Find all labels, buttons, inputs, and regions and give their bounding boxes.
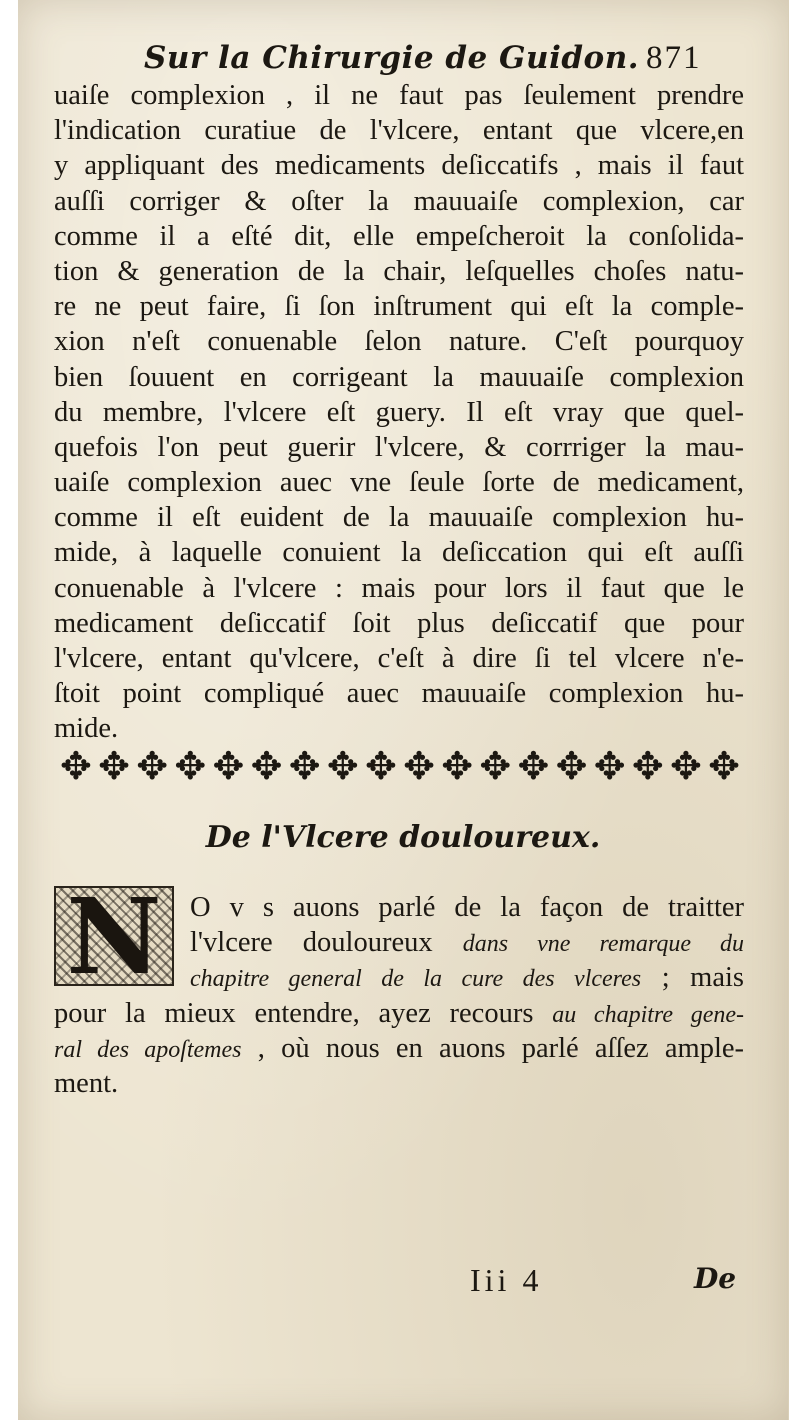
- text-line: uaiſe complexion auec vne ſeule ſorte de medicament,: [54, 467, 744, 499]
- fleuron-icon: ✥: [517, 744, 550, 788]
- fleuron-icon: ✥: [250, 744, 283, 788]
- text-run: O v s auons parlé de la façon de traitter: [190, 892, 744, 923]
- text-line: mide.: [54, 713, 119, 745]
- paragraph-ulcere-douloureux: [54, 890, 744, 1101]
- text-line: comme il a eſté dit, elle empeſcheroit la conſolida-: [54, 220, 744, 252]
- fleuron-icon: ✥: [288, 744, 321, 788]
- text-run: ; mais: [661, 962, 744, 994]
- italic-reference: dans vne remarque du: [462, 931, 744, 958]
- fleuron-band-icon: [60, 740, 740, 792]
- text-line: l'indication curatiue de l'vlcere, entant que vlcere,en: [54, 115, 744, 147]
- text-line: y appliquant des medicaments deſiccatifs , mais il faut: [54, 150, 744, 182]
- text-line: bien ſouuent en corrigeant la mauuaiſe complexion: [54, 361, 744, 393]
- fleuron-icon: ✥: [365, 744, 397, 788]
- fleuron-icon: ✥: [136, 744, 169, 788]
- text-run: ment.: [54, 1067, 119, 1099]
- fleuron-icon: ✥: [212, 744, 245, 788]
- text-line: auſſi corriger & oſter la mauuaiſe complexion, car: [54, 185, 744, 217]
- fleuron-icon: ✥: [670, 744, 702, 788]
- text-line: conuenable à l'vlcere : mais pour lors il faut que le: [54, 572, 744, 604]
- fleuron-icon: ✥: [60, 744, 92, 788]
- text-line: uaiſe complexion , il ne faut pas ſeulement prendre: [54, 80, 744, 111]
- page-number: 871: [646, 40, 702, 76]
- text-line: [54, 996, 744, 1031]
- running-title: Sur la Chirurgie de Guidon.: [144, 40, 640, 76]
- text-line: comme il eſt euident de la mauuaiſe complexion hu-: [54, 502, 744, 534]
- text-line: ſtoit point compliqué auec mauuaiſe complexion hu-: [54, 678, 744, 710]
- page-header: [18, 36, 788, 84]
- text-line: [54, 925, 744, 960]
- fleuron-icon: ✥: [441, 744, 474, 788]
- book-page: [18, 0, 789, 1420]
- italic-reference: chapitre general de la cure des vlceres: [190, 966, 642, 993]
- fleuron-icon: ✥: [593, 744, 626, 788]
- paragraph-ulcere-complexion: [54, 78, 744, 747]
- drop-cap-letter: N: [66, 886, 162, 986]
- text-line: du membre, l'vlcere eſt guery. Il eſt vray que quel-: [54, 396, 744, 428]
- text-line: l'vlcere, entant qu'vlcere, c'eſt à dire ſi tel vlcere n'e-: [54, 643, 744, 674]
- signature-mark: Iii 4: [470, 1262, 543, 1298]
- fleuron-icon: ✥: [403, 744, 435, 788]
- section-heading: De l'Vlcere douloureux.: [205, 820, 601, 855]
- fleuron-icon: ✥: [631, 744, 664, 788]
- text-line: medicament deſiccatif ſoit plus deſiccatif que pour: [54, 607, 744, 639]
- italic-reference: ral des apoſtemes: [54, 1036, 242, 1063]
- fleuron-icon: ✥: [479, 744, 512, 788]
- text-run: , où nous en auons parlé aſſez ample-: [257, 1032, 745, 1064]
- fleuron-icon: ✥: [174, 744, 207, 788]
- text-run: pour la mieux entendre, ayez recours: [54, 997, 534, 1029]
- fleuron-icon: ✥: [708, 744, 740, 788]
- text-run: l'vlcere douloureux: [190, 927, 433, 959]
- text-line: mide, à laquelle conuient la deſiccation qui eſt auſſi: [54, 537, 744, 569]
- fleuron-icon: ✥: [326, 744, 359, 788]
- fleuron-icon: ✥: [555, 744, 588, 788]
- text-line: tion & generation de la chair, leſquelles choſes natu-: [54, 255, 744, 287]
- text-line: [54, 960, 744, 995]
- fleuron-icon: ✥: [98, 744, 130, 788]
- text-line: re ne peut faire, ſi ſon inſtrument qui eſt la comple-: [54, 291, 744, 323]
- text-line: xion n'eſt conuenable ſelon nature. C'eſt pourquoy: [54, 326, 744, 358]
- text-line: [54, 890, 744, 925]
- italic-reference: au chapitre gene-: [552, 1001, 744, 1028]
- catchword: De: [694, 1262, 737, 1295]
- text-line: [54, 1066, 744, 1101]
- text-line: [54, 1031, 744, 1066]
- text-line: quefois l'on peut guerir l'vlcere, & corrriger la mau-: [54, 431, 744, 463]
